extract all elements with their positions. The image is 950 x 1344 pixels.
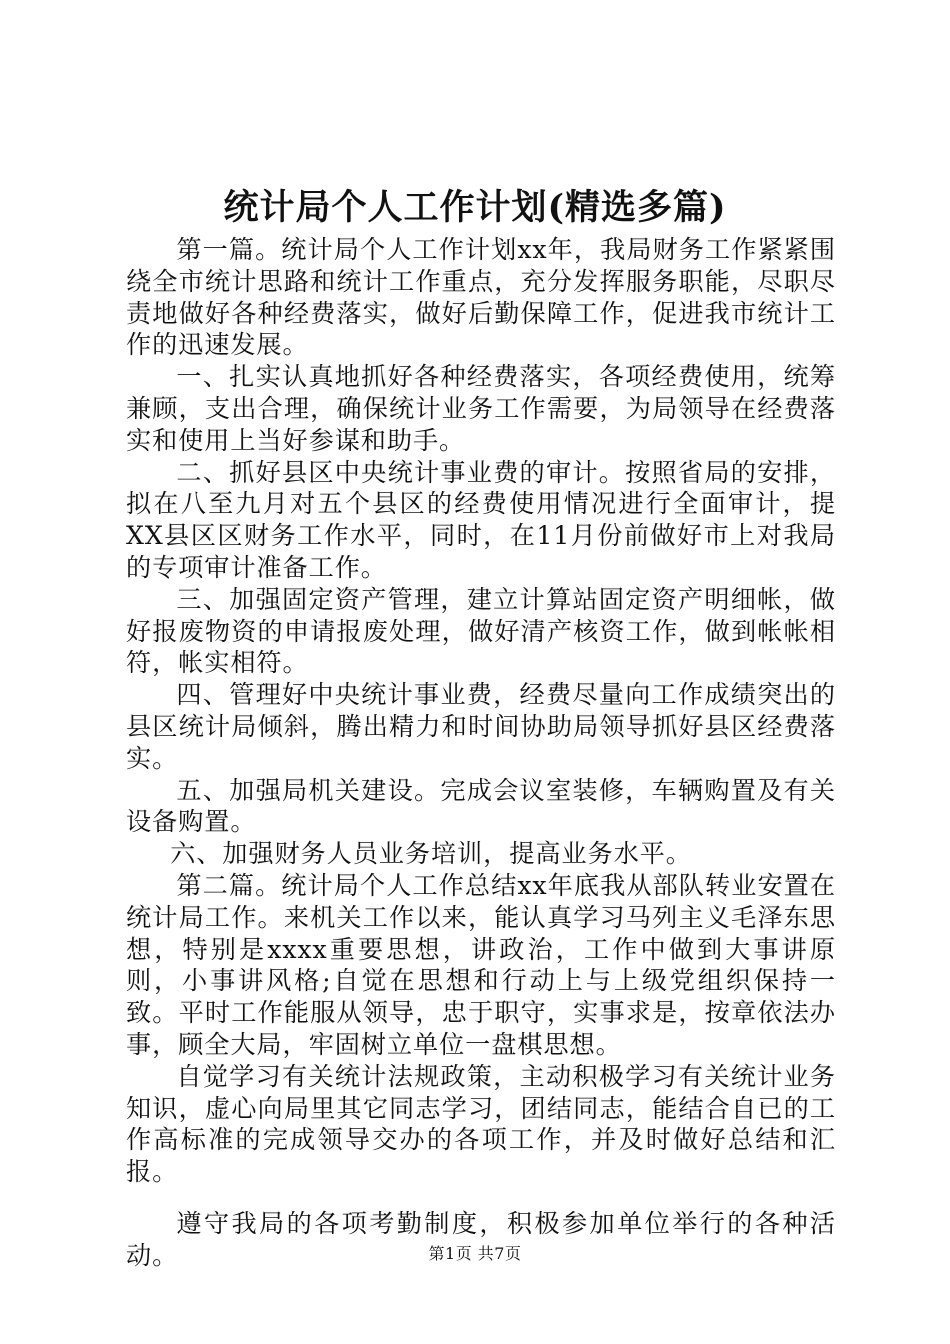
paragraph-7: 六、加强财务人员业务培训，提高业务水平。: [170, 839, 692, 869]
paragraph-3: 二、抓好县区中央统计事业费的审计。按照省局的安排，拟在八至九月对五个县区的经费使用情况进行全面审计，提XX县区区财务工作水平，同时，在11月份前做好市上对我局的专项审计准备工作。: [126, 457, 836, 582]
paragraph-9: 自觉学习有关统计法规政策，主动积极学习有关统计业务知识，虚心向局里其它同志学习，团结同志，能结合自已的工作高标准的完成领导交办的各项工作，并及时做好总结和汇报。: [126, 1061, 836, 1187]
document-title: 统计局个人工作计划(精选多篇): [223, 187, 727, 228]
paragraph-4: 三、加强固定资产管理，建立计算站固定资产明细帐，做好报废物资的申请报废处理，做好清产核资工作，做到帐帐相符，帐实相符。: [126, 584, 836, 678]
document-body: [126, 234, 836, 1272]
paragraph-1: 第一篇。统计局个人工作计划xx年，我局财务工作紧紧围绕全市统计思路和统计工作重点，充分发挥服务职能，尽职尽责地做好各种经费落实，做好后勤保障工作，促进我市统计工作的迅速发展。: [126, 235, 836, 360]
paragraph-2: 一、扎实认真地抓好各种经费落实，各项经费使用，统筹兼顾，支出合理，确保统计业务工作需要，为局领导在经费落实和使用上当好参谋和助手。: [126, 362, 836, 455]
paragraph-10: 遵守我局的各项考勤制度，积极参加单位举行的各种活动。: [126, 1208, 836, 1270]
page-number-footer: 第1页 共7页: [428, 1244, 522, 1263]
paragraph-5: 四、管理好中央统计事业费，经费尽量向工作成绩突出的县区统计局倾斜，腾出精力和时间协助局领导抓好县区经费落实。: [126, 680, 836, 773]
paragraph-8: 第二篇。统计局个人工作总结xx年底我从部队转业安置在统计局工作。来机关工作以来，能认真学习马列主义毛泽东思想，特别是xxxx重要思想，讲政治，工作中做到大事讲原则，小事讲风格;自觉在思想和行动上与上级党组织保持一致。平时工作能服从领导，忠于职守，实事求是，按章依法办事，顾全大局，牢固树立单位一盘棋思想。: [126, 870, 836, 1059]
paragraph-6: 五、加强局机关建设。完成会议室装修，车辆购置及有关设备购置。: [126, 775, 836, 837]
